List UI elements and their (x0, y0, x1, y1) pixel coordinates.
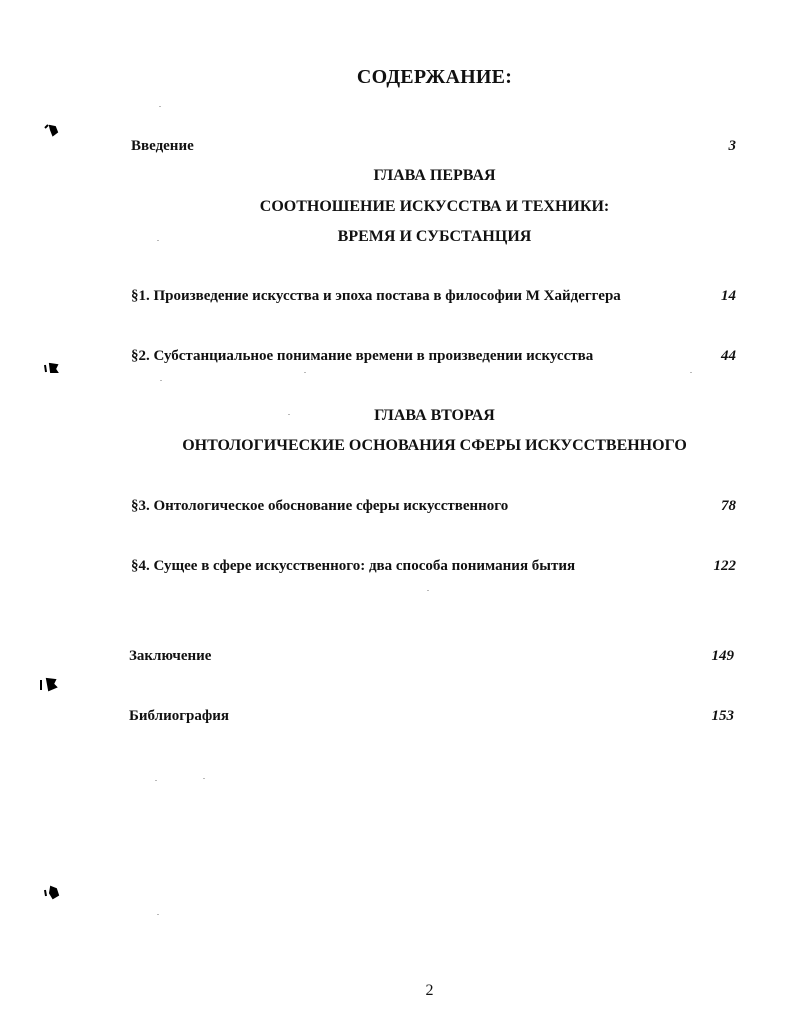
scan-speck (157, 914, 159, 915)
toc-page-intro: 3 (728, 138, 736, 154)
toc-entry-bibliography: Библиография (129, 708, 230, 724)
chapter1-heading: ГЛАВА ПЕРВАЯ (373, 167, 496, 184)
punch-mark-icon (42, 360, 62, 376)
chapter1-title-line1: СООТНОШЕНИЕ ИСКУССТВА И ТЕХНИКИ: (259, 198, 610, 215)
scan-speck (157, 240, 159, 241)
scan-speck (304, 372, 306, 373)
scan-speck (427, 590, 429, 591)
scan-speck (690, 372, 692, 373)
chapter2-title: ОНТОЛОГИЧЕСКИЕ ОСНОВАНИЯ СФЕРЫ ИСКУССТВЕННОГО (182, 437, 687, 454)
toc-page-section1: 14 (721, 288, 736, 304)
toc-page-conclusion: 149 (711, 648, 734, 664)
toc-entry-section4: §4. Сущее в сфере искусственного: два способа понимания бытия (131, 558, 576, 574)
scan-speck (159, 106, 161, 107)
scan-speck (203, 778, 205, 779)
toc-entry-intro: Введение (131, 138, 194, 154)
toc-page-section3: 78 (721, 498, 736, 514)
page-title: СОДЕРЖАНИЕ: (356, 66, 513, 88)
page-number: 2 (425, 982, 434, 999)
scan-speck (155, 780, 157, 781)
toc-entry-conclusion: Заключение (129, 648, 212, 664)
scan-speck (288, 414, 290, 415)
chapter2-heading: ГЛАВА ВТОРАЯ (374, 407, 495, 424)
toc-page-section2: 44 (721, 348, 736, 364)
punch-mark-icon (42, 884, 62, 902)
chapter1-title-line2: ВРЕМЯ И СУБСТАНЦИЯ (337, 228, 532, 245)
toc-entry-section3: §3. Онтологическое обоснование сферы искусственного (131, 498, 509, 514)
toc-entry-section2: §2. Субстанциальное понимание времени в произведении искусства (131, 348, 594, 364)
toc-page-bibliography: 153 (711, 708, 734, 724)
punch-mark-icon (38, 676, 60, 694)
scan-speck (160, 380, 162, 381)
toc-page-section4: 122 (713, 558, 736, 574)
punch-mark-icon (42, 122, 62, 138)
toc-entry-section1: §1. Произведение искусства и эпоха постава в философии М Хайдеггера (131, 288, 621, 304)
